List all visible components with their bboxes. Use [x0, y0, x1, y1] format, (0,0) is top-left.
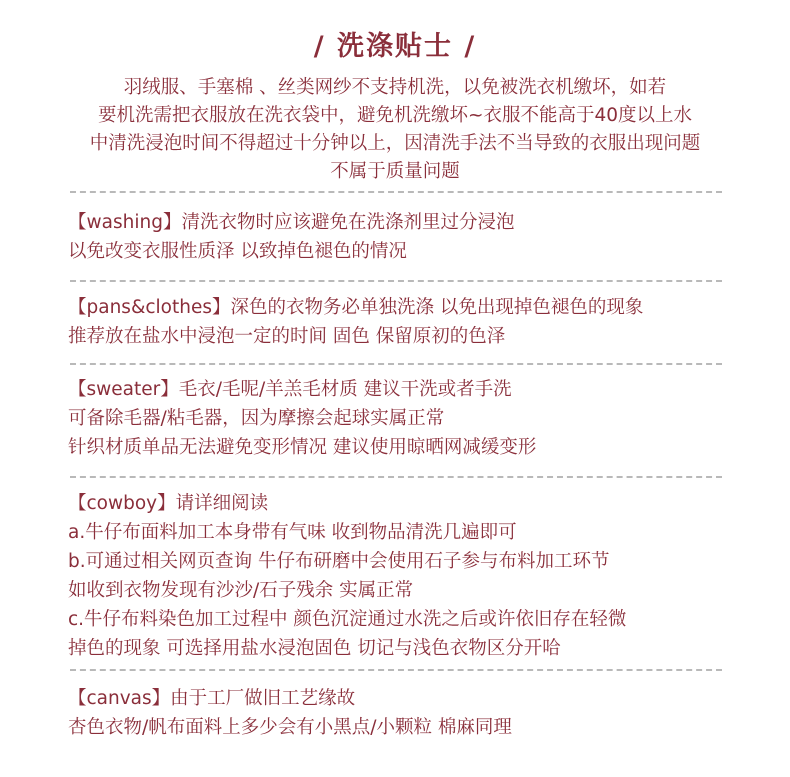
section-pans-clothes [68, 293, 758, 351]
section-line: 推荐放在盐水中浸泡一定的时间 固色 保留原初的色泽 [68, 326, 506, 347]
dashed-divider [70, 191, 722, 193]
section-line: 如收到衣物发现有沙沙/石子残余 实属正常 [68, 580, 414, 601]
section-line: 以免改变衣服性质泽 以致掉色褪色的情况 [68, 241, 407, 262]
section-line: c.牛仔布料染色加工过程中 颜色沉淀通过水洗之后或许依旧存在轻微 [68, 609, 627, 630]
section-washing [68, 208, 758, 266]
dashed-divider [70, 669, 722, 671]
section-line: 【canvas】由于工厂做旧工艺缘故 [68, 688, 356, 709]
section-cowboy [68, 489, 758, 663]
section-line: 【washing】清洗衣物时应该避免在洗涤剂里过分浸泡 [68, 212, 515, 233]
section-line: a.牛仔布面料加工本身带有气味 收到物品清洗几遍即可 [68, 522, 517, 543]
intro-line: 羽绒服、手塞棉 、丝类网纱不支持机洗，以免被洗衣机缴坏，如若 [123, 77, 667, 98]
dashed-divider [70, 363, 722, 365]
section-line: b.可通过相关网页查询 牛仔布研磨中会使用石子参与布料加工环节 [68, 551, 610, 572]
section-line: 【sweater】毛衣/毛呢/羊羔毛材质 建议干洗或者手洗 [68, 379, 512, 400]
intro-line: 中清洗浸泡时间不得超过十分钟以上，因清洗手法不当导致的衣服出现问题 [89, 133, 701, 154]
section-sweater [68, 375, 758, 462]
section-line: 针织材质单品无法避免变形情况 建议使用晾晒网减缓变形 [68, 437, 537, 458]
section-line: 【pans&clothes】深色的衣物务必单独洗涤 以免出现掉色褪色的现象 [68, 297, 644, 318]
intro-line: 要机洗需把衣服放在洗衣袋中，避免机洗缴坏~衣服不能高于40度以上水 [97, 105, 693, 126]
section-line: 掉色的现象 可选择用盐水浸泡固色 切记与浅色衣物区分开哈 [68, 638, 561, 659]
intro-paragraph [40, 74, 750, 186]
section-line: 【cowboy】请详细阅读 [68, 493, 269, 514]
intro-line: 不属于质量问题 [330, 161, 460, 182]
dashed-divider [70, 280, 722, 282]
page-title: / 洗涤贴士 / [313, 31, 477, 62]
section-line: 可备除毛器/粘毛器，因为摩擦会起球实属正常 [68, 408, 445, 429]
dashed-divider [70, 476, 722, 478]
section-line: 杏色衣物/帆布面料上多少会有小黑点/小颗粒 棉麻同理 [68, 717, 512, 738]
section-canvas [68, 684, 758, 742]
